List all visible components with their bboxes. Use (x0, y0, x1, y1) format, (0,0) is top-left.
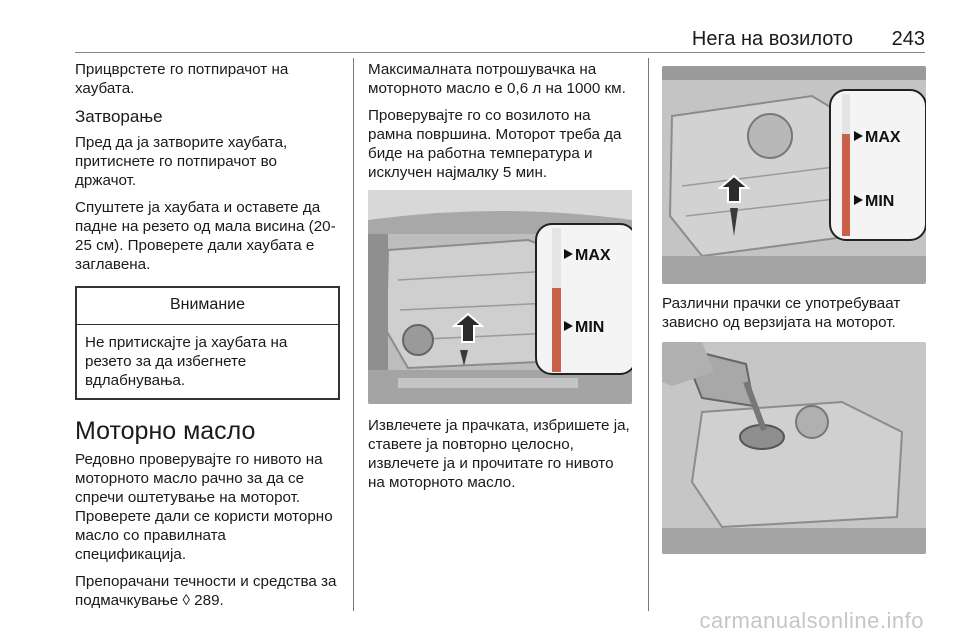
subheading-closing: Затворање (75, 107, 163, 126)
page-reference-icon[interactable]: ◊ (182, 592, 190, 609)
paragraph: Различни прачки се употребуваат зависно од верзијата на моторот. (662, 295, 901, 331)
max-label: MAX (865, 129, 901, 146)
dipstick-closeup-figure (662, 66, 926, 284)
max-label: MAX (575, 247, 611, 264)
heading-engine-oil: Моторно масло (75, 417, 256, 445)
section-title: Нега на возилото (691, 28, 853, 50)
column-divider (353, 58, 354, 611)
min-label: MIN (865, 193, 895, 210)
page-number: 243 (891, 28, 925, 50)
warning-body: Не притискајте ја хаубата на резето за да избегнете вдлабнувања. (85, 334, 288, 389)
paragraph: Проверувајте го со возилото на рамна површина. Моторот треба да биде на работна температура и исклучен најмалку 5 мин. (368, 107, 622, 181)
reference-page[interactable]: 289. (189, 592, 224, 609)
reference-text: Препорачани течности и средства за подмачкување (75, 573, 337, 609)
page-header (75, 28, 925, 50)
paragraph: Редовно проверувајте го нивото на моторното масло рачно за да се спречи оштетување на моторот. Проверете дали се користи моторно масло со правилната спецификација. (75, 451, 333, 563)
min-label: MIN (575, 319, 605, 336)
warning-box (75, 286, 340, 400)
warning-title: Внимание (77, 288, 338, 325)
paragraph: Прицврстете го потпирачот на хаубата. (75, 61, 289, 97)
header-rule (75, 52, 925, 53)
engine-dipstick-figure (368, 190, 632, 404)
watermark: carmanualsonline.info (699, 608, 924, 633)
column-left (75, 60, 340, 618)
column-middle (368, 60, 634, 500)
column-divider (648, 58, 649, 611)
paragraph: Спуштете ја хаубата и оставете да падне на резето од мала висина (20-25 см). Проверете дали хаубата е заглавена. (75, 199, 336, 273)
paragraph: Пред да ја затворите хаубата, притиснете го потпирачот во држачот. (75, 134, 288, 189)
oil-filling-figure (662, 342, 926, 554)
paragraph: Максималната потрошувачка на моторното масло е 0,6 л на 1000 км. (368, 61, 626, 97)
paragraph-reference (75, 572, 340, 610)
column-right (662, 60, 926, 554)
paragraph: Извлечете ја прачката, избришете ја, ставете ја повторно целосно, извлечете ја и прочитате го нивото на моторното масло. (368, 417, 630, 491)
